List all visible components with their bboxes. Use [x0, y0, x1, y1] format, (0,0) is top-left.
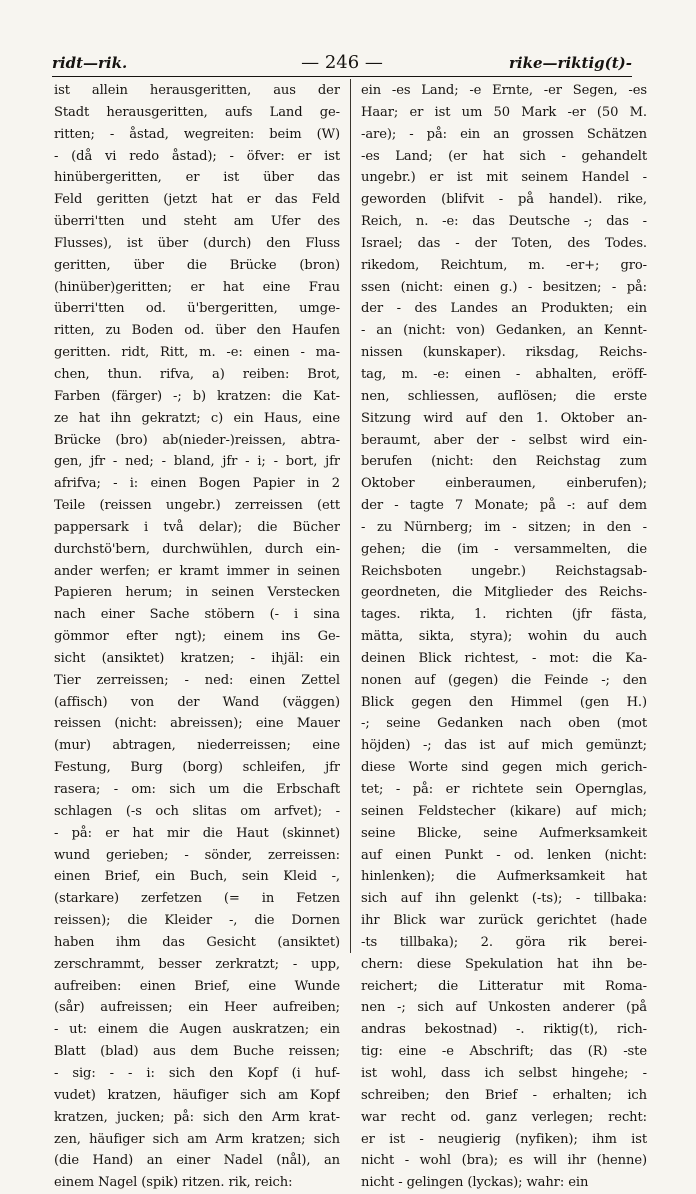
text-line: Blatt (blad) aus dem Buche reissen;	[54, 1044, 340, 1060]
text-line: chern: diese Spekulation hat ihn be-	[361, 956, 647, 972]
text-line: der - des Landes an Produkten; ein	[361, 301, 647, 317]
text-line: nissen (kunskaper). riksdag, Reichs-	[361, 345, 647, 361]
text-line: überri'tten od. ü'bergeritten, umge-	[54, 301, 340, 317]
text-line: Reichsboten ungebr.) Reichstagsab-	[361, 563, 647, 579]
text-line: nen, schliessen, auflösen; die erste	[361, 388, 647, 404]
text-line: ihr Blick war zurück gerichtet (hade	[361, 913, 647, 929]
text-line: wund gerieben; - sönder, zerreissen:	[54, 847, 340, 863]
text-line: tet; - på: er richtete sein Opernglas,	[361, 782, 647, 797]
text-line: (sår) aufreissen; ein Heer aufreiben;	[54, 1000, 340, 1016]
text-line: schreiben; den Brief - erhalten; ich	[361, 1087, 647, 1103]
text-line: - på: er hat mir die Haut (skinnet)	[54, 825, 340, 841]
text-line: höjden) -; das ist auf mich gemünzt;	[361, 738, 647, 754]
text-line: war recht od. ganz verlegen; recht:	[361, 1109, 647, 1125]
text-line: zen, häufiger sich am Arm kratzen; sich	[54, 1131, 340, 1147]
text-line: zerschrammt, besser zerkratzt; - upp,	[54, 956, 340, 972]
text-line: berufen (nicht: den Reichstag zum	[361, 454, 647, 470]
text-line: tag, m. -e: einen - abhalten, eröff-	[361, 366, 647, 382]
text-line: gen, jfr - ned; - bland, jfr - i; - bort, jfr	[54, 454, 340, 470]
text-line: - (då vi redo åstad); - öfver: er ist	[54, 148, 340, 164]
header-right-guide-word: rike—riktig(t)-	[509, 54, 632, 72]
text-line: beraumt, aber der - selbst wird ein-	[361, 432, 647, 448]
text-line: Brücke (bro) ab(nieder-)reissen, abtra-	[54, 432, 340, 448]
header-left-guide-word: ridt—rik.	[52, 54, 128, 72]
text-line: Oktober einberaumen, einberufen);	[361, 476, 647, 492]
text-line: ungebr.) er ist mit seinem Handel -	[361, 170, 647, 186]
text-line: (mur) abtragen, niederreissen; eine	[54, 738, 340, 754]
text-line: Stadt herausgeritten, aufs Land ge-	[54, 104, 340, 120]
text-line: diese Worte sind gegen mich gerich-	[361, 760, 647, 776]
text-line: tig: eine -e Abschrift; das (R) -ste	[361, 1044, 647, 1060]
text-line: (starkare) zerfetzen (= in Fetzen	[54, 891, 340, 907]
text-line: afrifva; - i: einen Bogen Papier in 2	[54, 476, 340, 492]
text-line: ist allein herausgeritten, aus der	[54, 83, 340, 98]
text-line: nonen auf (gegen) die Feinde -; den	[361, 672, 647, 688]
text-line: (die Hand) an einer Nadel (nål), an	[54, 1153, 340, 1169]
text-line: seinen Feldstecher (kikare) auf mich;	[361, 803, 647, 819]
text-line: nen -; sich auf Unkosten anderer (på	[361, 1000, 647, 1016]
text-line: ssen (nicht: einen g.) - besitzen; - på:	[361, 279, 647, 295]
right-column	[361, 80, 647, 1194]
text-line: rasera; - om: sich um die Erbschaft	[54, 782, 340, 797]
text-line: andras bekostnad) -. riktig(t), rich-	[361, 1022, 647, 1038]
text-line: schlagen (-s och slitas om arfvet); -	[54, 803, 340, 819]
text-line: - an (nicht: von) Gedanken, an Kennt-	[361, 323, 647, 339]
text-line: durchstö'bern, durchwühlen, durch ein-	[54, 541, 340, 557]
text-line: Israel; das - der Toten, des Todes.	[361, 235, 647, 251]
text-line: ze hat ihn gekratzt; c) ein Haus, eine	[54, 410, 340, 426]
text-line: nicht - wohl (bra); es will ihr (henne)	[361, 1153, 647, 1169]
text-line: pappersark i två delar); die Bücher	[54, 519, 340, 535]
text-line: -es Land; (er hat sich - gehandelt	[361, 148, 647, 164]
text-line: deinen Blick richtest, - mot: die Ka-	[361, 650, 647, 666]
text-line: reichert; die Litteratur mit Roma-	[361, 978, 647, 994]
text-line: einem Nagel (spik) ritzen. rik, reich:	[54, 1175, 293, 1191]
text-line: geordneten, die Mitglieder des Reichs-	[361, 585, 647, 601]
text-line: einen Brief, ein Buch, sein Kleid -,	[54, 869, 340, 885]
text-line: -ts tillbaka); 2. göra rik berei-	[361, 934, 647, 950]
text-line: chen, thun. rifva, a) reiben: Brot,	[54, 366, 340, 382]
text-line: Reich, n. -e: das Deutsche -; das -	[361, 214, 647, 230]
text-line: gömmor efter ngt); einem ins Ge-	[54, 629, 340, 645]
left-column	[54, 80, 340, 1194]
text-line: haben ihm das Gesicht (ansiktet)	[54, 934, 340, 950]
text-line: aufreiben: einen Brief, eine Wunde	[54, 978, 340, 994]
text-line: überri'tten und steht am Ufer des	[54, 214, 340, 230]
text-line: Farben (färger) -; b) kratzen: die Kat-	[54, 388, 340, 404]
text-line: ritten; - åstad, wegreiten: beim (W)	[54, 126, 340, 142]
text-line: (hinüber)geritten; er hat eine Frau	[54, 279, 340, 295]
text-line: Feld geritten (jetzt hat er das Feld	[54, 192, 340, 208]
text-line: geritten. ridt, Ritt, m. -e: einen - ma-	[54, 345, 340, 361]
text-line: sicht (ansiktet) kratzen; - ihjäl: ein	[54, 650, 340, 666]
text-line: sich auf ihn gelenkt (-ts); - tillbaka:	[361, 891, 647, 907]
text-line: - sig: - - i: sich den Kopf (i huf-	[54, 1065, 340, 1081]
text-line: mätta, sikta, styra); wohin du auch	[361, 629, 647, 645]
text-line: Sitzung wird auf den 1. Oktober an-	[361, 410, 647, 426]
text-line: rikedom, Reichtum, m. -er+; gro-	[361, 257, 647, 273]
page-header	[52, 52, 632, 76]
header-rule	[52, 76, 632, 77]
text-line: - zu Nürnberg; im - sitzen; in den -	[361, 519, 647, 535]
column-divider	[350, 79, 351, 953]
text-line: -; seine Gedanken nach oben (mot	[361, 716, 647, 732]
text-line: Tier zerreissen; - ned: einen Zettel	[54, 672, 340, 688]
text-line: seine Blicke, seine Aufmerksamkeit	[361, 825, 647, 841]
text-line: tages. rikta, 1. richten (jfr fästa,	[361, 607, 647, 623]
text-line: -are); - på: ein an grossen Schätzen	[361, 126, 647, 142]
text-line: ist wohl, dass ich selbst hingehe; -	[361, 1065, 647, 1081]
text-line: Papieren herum; in seinen Verstecken	[54, 585, 340, 601]
text-line: der - tagte 7 Monate; på -: auf dem	[361, 498, 647, 514]
text-line: gehen; die (im - versammelten, die	[361, 541, 647, 557]
text-line: Festung, Burg (borg) schleifen, jfr	[54, 760, 340, 776]
text-line: Blick gegen den Himmel (gen H.)	[361, 694, 647, 710]
text-line: geritten, über die Brücke (bron)	[54, 257, 340, 273]
page-number: — 246 —	[301, 52, 383, 73]
text-line: (affisch) von der Wand (väggen)	[54, 694, 340, 710]
text-line: ander werfen; er kramt immer in seinen	[54, 563, 340, 579]
text-line: hinlenken); die Aufmerksamkeit hat	[361, 869, 647, 885]
text-line: Flusses), ist über (durch) den Fluss	[54, 235, 340, 251]
text-line: - ut: einem die Augen auskratzen; ein	[54, 1022, 340, 1038]
text-line: Haar; er ist um 50 Mark -er (50 M.	[361, 104, 647, 120]
text-line: Teile (reissen ungebr.) zerreissen (ett	[54, 498, 340, 514]
text-line: vudet) kratzen, häufiger sich am Kopf	[54, 1087, 340, 1103]
text-line: geworden (blifvit - på handel). rike,	[361, 192, 647, 208]
text-line: er ist - neugierig (nyfiken); ihm ist	[361, 1131, 647, 1147]
text-line: ein -es Land; -e Ernte, -er Segen, -es	[361, 83, 647, 98]
text-line: hinübergeritten, er ist über das	[54, 170, 340, 186]
text-line: nach einer Sache stöbern (- i sina	[54, 607, 340, 623]
text-line: nicht - gelingen (lyckas); wahr: ein	[361, 1175, 589, 1191]
text-line: kratzen, jucken; på: sich den Arm krat-	[54, 1109, 340, 1125]
text-line: auf einen Punkt - od. lenken (nicht:	[361, 847, 647, 863]
text-line: reissen (nicht: abreissen); eine Mauer	[54, 716, 340, 732]
text-line: reissen); die Kleider -, die Dornen	[54, 913, 340, 929]
text-line: ritten, zu Boden od. über den Haufen	[54, 323, 340, 339]
